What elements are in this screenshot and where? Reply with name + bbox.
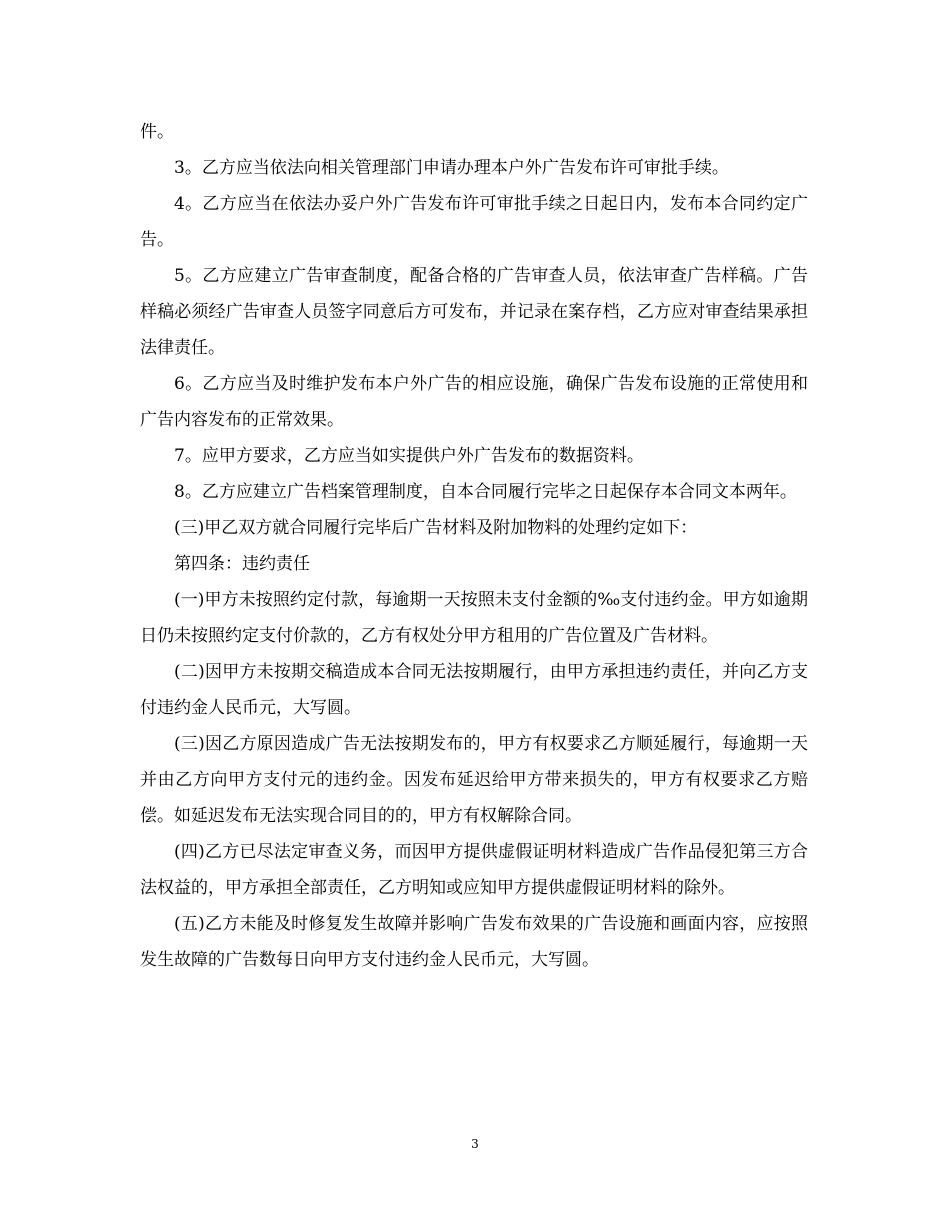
paragraph-breach-5: (五)乙方未能及时修复发生故障并影响广告发布效果的广告设施和画面内容，应按照发生故障的广告数每日向甲方支付违约金人民币元，大写圆。 (140, 914, 808, 970)
paragraph-continuation: 件。 (140, 122, 174, 142)
paragraph-breach-3: (三)因乙方原因造成广告无法按期发布的，甲方有权要求乙方顺延履行，每逾期一天并由乙方向甲方支付元的违约金。因发布延迟给甲方带来损失的，甲方有权要求乙方赔偿。如延迟发布无法实现合同目的的，甲方有权解除合同。 (140, 734, 808, 826)
paragraph-clause-4: 4。乙方应当在依法办妥户外广告发布许可审批手续之日起日内，发布本合同约定广告。 (140, 194, 808, 250)
paragraph-clause-7: 7。应甲方要求，乙方应当如实提供户外广告发布的数据资料。 (174, 446, 644, 466)
paragraph-clause-6: 6。乙方应当及时维护发布本户外广告的相应设施，确保广告发布设施的正常使用和广告内容发布的正常效果。 (140, 374, 808, 430)
paragraph-clause-8: 8。乙方应建立广告档案管理制度，自本合同履行完毕之日起保存本合同文本两年。 (174, 482, 797, 502)
document-body (140, 114, 808, 978)
paragraph-breach-4: (四)乙方已尽法定审查义务，而因甲方提供虚假证明材料造成广告作品侵犯第三方合法权益的，甲方承担全部责任，乙方明知或应知甲方提供虚假证明材料的除外。 (140, 842, 808, 898)
article-4-heading: 第四条：违约责任 (174, 554, 310, 574)
paragraph-section-3: (三)甲乙双方就合同履行完毕后广告材料及附加物料的处理约定如下： (174, 518, 698, 538)
paragraph-breach-1: (一)甲方未按照约定付款，每逾期一天按照未支付金额的‰支付违约金。甲方如逾期日仍未按照约定支付价款的，乙方有权处分甲方租用的广告位置及广告材料。 (140, 590, 808, 646)
paragraph-clause-5: 5。乙方应建立广告审查制度，配备合格的广告审查人员，依法审查广告样稿。广告样稿必须经广告审查人员签字同意后方可发布，并记录在案存档，乙方应对审查结果承担法律责任。 (140, 266, 808, 358)
paragraph-breach-2: (二)因甲方未按期交稿造成本合同无法按期履行，由甲方承担违约责任，并向乙方支付违约金人民币元，大写圆。 (140, 662, 808, 718)
paragraph-clause-3: 3。乙方应当依法向相关管理部门申请办理本户外广告发布许可审批手续。 (174, 158, 729, 178)
page-number: 3 (471, 1137, 479, 1151)
